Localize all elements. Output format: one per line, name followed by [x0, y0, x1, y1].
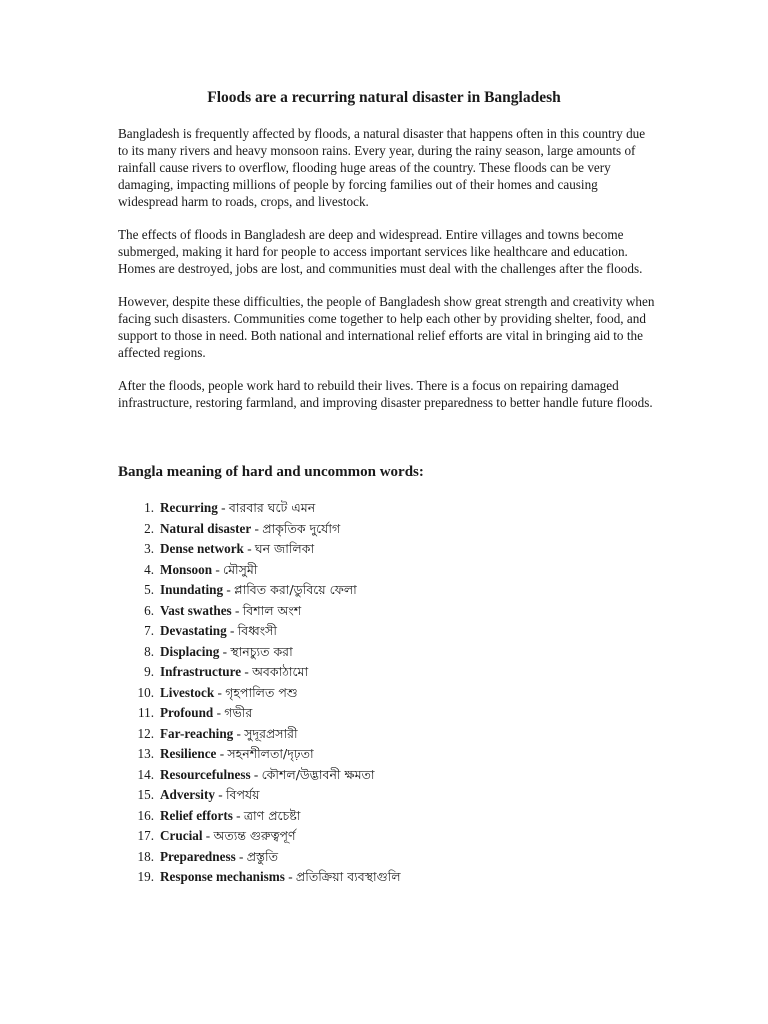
vocab-item [118, 744, 678, 765]
paragraph: However, despite these difficulties, the people of Bangladesh show great strength and creativity when facing such disasters. Communities come together to help each other by providing shelter, food, and support to those in need. Both national and international relief efforts are vital in bringing aid to the affected regions. [118, 294, 655, 360]
paragraph: After the floods, people work hard to rebuild their lives. There is a focus on repairing damaged infrastructure, restoring farmland, and improving disaster preparedness to better handle future floods. [118, 378, 653, 410]
vocab-heading: Bangla meaning of hard and uncommon words: [118, 464, 424, 480]
vocab-meaning: বিশাল অংশ [242, 602, 302, 618]
vocab-term: Vast swathes [160, 602, 232, 618]
vocab-item [118, 560, 678, 581]
vocab-item [118, 785, 678, 806]
separator: - [284, 869, 296, 884]
separator: - [213, 705, 225, 720]
item-number: 2. [144, 520, 154, 536]
vocab-item [118, 724, 678, 745]
vocab-meaning: মৌসুমী [223, 561, 258, 577]
item-number: 7. [144, 623, 154, 638]
item-number: 11. [138, 705, 154, 720]
separator: - [217, 500, 229, 515]
vocab-term: Preparedness [160, 848, 236, 864]
vocab-term: Natural disaster [160, 520, 252, 536]
item-number: 14. [137, 766, 154, 782]
vocab-meaning: অত্যন্ত গুরুত্বপূর্ণ [213, 828, 296, 843]
vocab-item [118, 867, 678, 888]
vocab-list [118, 498, 678, 888]
vocab-term: Far-reaching [160, 725, 234, 741]
vocab-term: Dense network [160, 541, 244, 556]
separator: - [223, 582, 235, 597]
separator: - [232, 807, 244, 823]
vocab-meaning: গভীর [224, 705, 253, 720]
vocab-item [118, 806, 678, 827]
vocab-term: Resourcefulness [160, 766, 251, 782]
separator: - [250, 766, 262, 782]
vocab-term: Response mechanisms [160, 869, 285, 884]
separator: - [214, 684, 226, 700]
item-number: 16. [137, 807, 154, 823]
item-number: 13. [137, 746, 154, 761]
vocab-meaning: প্লাবিত করা/ডুবিয়ে ফেলা [234, 582, 357, 597]
vocab-meaning: প্রস্তুতি [246, 848, 278, 864]
item-number: 18. [137, 848, 154, 864]
vocab-item [118, 519, 678, 540]
vocab-item [118, 601, 678, 622]
item-number: 8. [144, 643, 154, 659]
vocab-term: Infrastructure [160, 664, 242, 679]
item-number: 4. [144, 561, 154, 577]
separator: - [216, 746, 228, 761]
vocab-item [118, 539, 678, 560]
vocab-term: Crucial [160, 828, 203, 843]
vocab-item [118, 621, 678, 642]
vocab-meaning: বিধ্বংসী [237, 623, 277, 638]
separator: - [251, 520, 263, 536]
separator: - [231, 602, 243, 618]
item-number: 5. [144, 582, 154, 597]
separator: - [202, 828, 214, 843]
vocab-item [118, 847, 678, 868]
vocab-term: Monsoon [160, 561, 213, 577]
separator: - [235, 848, 247, 864]
item-number: 10. [137, 684, 154, 700]
separator: - [214, 787, 226, 802]
vocab-item [118, 498, 678, 519]
vocab-meaning: স্থানচ্যুত করা [230, 643, 293, 659]
vocab-meaning: প্রতিক্রিয়া ব্যবস্থাগুলি [295, 869, 401, 884]
separator: - [226, 623, 238, 638]
vocab-meaning: অবকাঠামো [252, 664, 309, 679]
vocab-term: Inundating [160, 582, 224, 597]
separator: - [241, 664, 253, 679]
vocab-item [118, 683, 678, 704]
paragraph: Bangladesh is frequently affected by floods, a natural disaster that happens often in this country due to its many rivers and heavy monsoon rains. Every year, during the rainy season, large amounts of rainfall cause rivers to overflow, flooding huge areas of the country. These floods can be very damaging, impacting millions of people by forcing families out of their homes and causing widespread harm to roads, crops, and livestock. [118, 126, 646, 209]
separator: - [243, 541, 255, 556]
item-number: 6. [144, 602, 154, 618]
vocab-item [118, 662, 678, 683]
vocab-meaning: ঘন জালিকা [254, 541, 315, 556]
vocab-item [118, 826, 678, 847]
vocab-meaning: বিপর্যয় [225, 787, 260, 802]
vocab-term: Livestock [160, 684, 215, 700]
vocab-meaning: সহনশীলতা/দৃঢ়তা [227, 746, 314, 761]
item-number: 12. [137, 725, 154, 741]
item-number: 9. [144, 664, 154, 679]
item-number: 1. [144, 500, 154, 515]
separator: - [212, 561, 224, 577]
vocab-item [118, 703, 678, 724]
vocab-meaning: গৃহপালিত পশু [225, 684, 298, 700]
separator: - [233, 725, 245, 741]
item-number: 17. [137, 828, 154, 843]
vocab-meaning: বারবার ঘটে এমন [228, 500, 316, 515]
vocab-term: Resilience [160, 746, 217, 761]
vocab-item [118, 642, 678, 663]
item-number: 3. [144, 541, 154, 556]
vocab-meaning: ত্রাণ প্রচেষ্টা [243, 807, 301, 823]
body-text [118, 125, 658, 427]
paragraph: The effects of floods in Bangladesh are deep and widespread. Entire villages and towns become submerged, making it hard for people to access important services like healthcare and education. Homes are destroyed, jobs are lost, and communities must deal with the challenges after the floods. [118, 227, 643, 276]
item-number: 15. [137, 787, 154, 802]
page-title: Floods are a recurring natural disaster in Bangladesh [207, 89, 561, 106]
vocab-term: Adversity [160, 787, 215, 802]
item-number: 19. [137, 869, 154, 884]
vocab-term: Profound [160, 705, 214, 720]
vocab-term: Devastating [160, 623, 227, 638]
vocab-meaning: কৌশল/উদ্ভাবনী ক্ষমতা [261, 766, 375, 782]
vocab-meaning: প্রাকৃতিক দুর্যোগ [262, 520, 341, 536]
vocab-term: Recurring [160, 500, 218, 515]
vocab-term: Displacing [160, 643, 220, 659]
vocab-item [118, 580, 678, 601]
separator: - [219, 643, 231, 659]
vocab-meaning: সুদূরপ্রসারী [244, 725, 298, 741]
vocab-item [118, 765, 678, 786]
vocab-term: Relief efforts [160, 807, 233, 823]
